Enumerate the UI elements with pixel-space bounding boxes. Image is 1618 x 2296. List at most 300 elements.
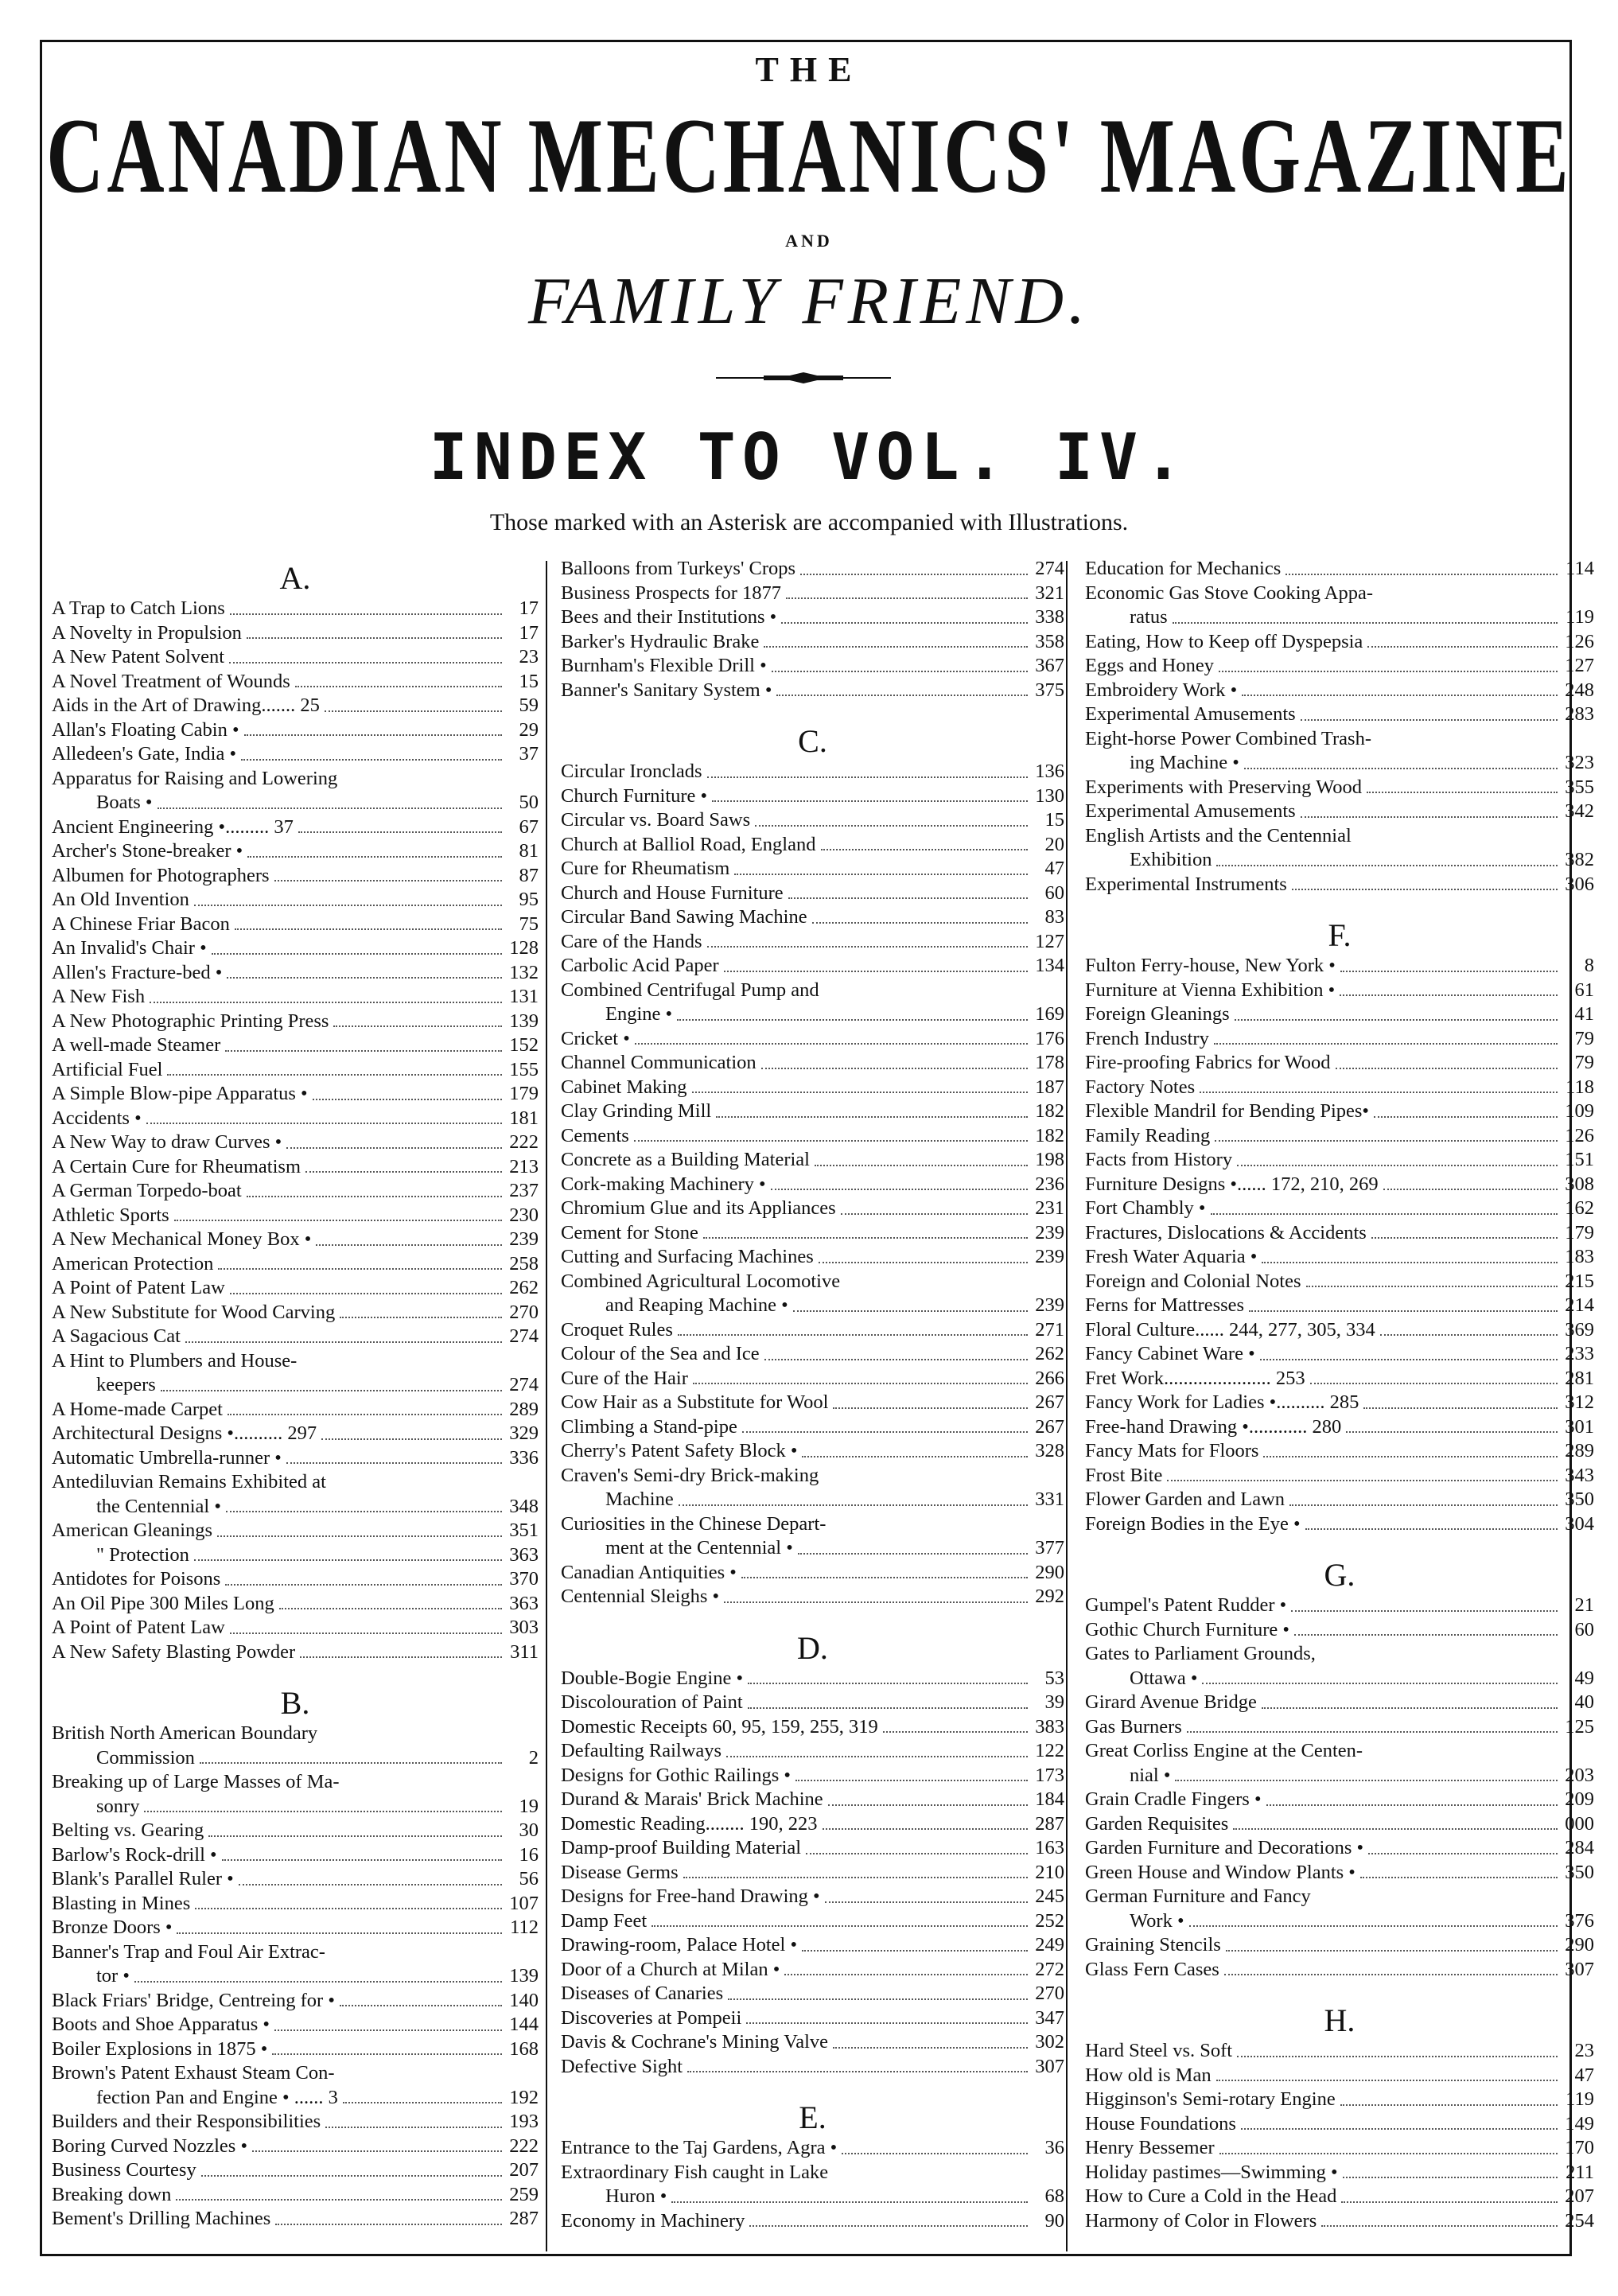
dot-leader [146, 1123, 502, 1124]
entry-title: Allan's Floating Cabin • [52, 718, 239, 741]
entry-page: 311 [510, 1640, 539, 1663]
entry-page: 50 [519, 792, 539, 813]
index-entry [1085, 1270, 1594, 1294]
section-letter: F. [1328, 917, 1352, 953]
entry-title: Experimental Instruments [1085, 873, 1287, 895]
entry-title: Gates to Parliament Grounds, [1085, 1643, 1316, 1664]
entry-title: A New Safety Blasting Powder [52, 1640, 296, 1663]
entry-page: 239 [1035, 1294, 1064, 1316]
entry-page: 30 [519, 1819, 539, 1841]
index-entry [1085, 2209, 1594, 2234]
entry-page: 198 [1035, 1149, 1064, 1170]
entry-title: Garden Furniture and Decorations • [1085, 1837, 1364, 1858]
index-entry [52, 2110, 539, 2135]
dot-leader [883, 1731, 1028, 1733]
index-entry [561, 1076, 1064, 1100]
dot-leader [671, 2201, 1028, 2203]
entry-page: 375 [1035, 679, 1064, 701]
section-gap [561, 1609, 1064, 1627]
entry-title: A New Way to draw Curves • [52, 1131, 282, 1153]
index-entry [1085, 1318, 1594, 1343]
dot-leader [1383, 1189, 1558, 1190]
entry-title: Cure of the Hair [561, 1367, 688, 1389]
entry-title: Damp-proof Building Material [561, 1837, 802, 1858]
entry-title: Experimental Amusements [1085, 800, 1296, 822]
dot-leader [212, 953, 502, 955]
entry-page: 367 [1035, 655, 1064, 676]
entry-page: 56 [519, 1868, 539, 1889]
index-entry [52, 1179, 539, 1204]
dot-leader [1175, 1780, 1558, 1781]
index-entry [1085, 1294, 1594, 1318]
entry-page: 112 [510, 1917, 539, 1938]
entry-title: Fresh Water Aquaria • [1085, 1246, 1258, 1267]
entry-title: Family Reading [1085, 1124, 1211, 1146]
index-entry [1085, 557, 1594, 582]
entry-title: ratus [1130, 606, 1168, 628]
entry-page: 119 [1565, 2088, 1594, 2110]
dot-leader [321, 1438, 502, 1440]
dot-leader [313, 1099, 502, 1100]
index-entry-continuation [52, 1373, 539, 1398]
entry-page: 75 [519, 913, 539, 935]
index-entry [52, 694, 539, 718]
entry-page: 151 [1565, 1149, 1594, 1170]
entry-page: 350 [1565, 1861, 1594, 1883]
entry-page: 312 [1565, 1391, 1594, 1413]
entry-title: Banner's Trap and Foul Air Extrac- [52, 1940, 325, 1963]
entry-page: 252 [1035, 1909, 1064, 1932]
section-letter: B. [280, 1685, 310, 1721]
index-entry [1085, 1367, 1594, 1391]
dot-leader [247, 856, 502, 858]
index-entry [52, 718, 539, 743]
entry-title: Designs for Free-hand Drawing • [561, 1885, 820, 1907]
dot-leader [635, 1043, 1028, 1045]
entry-page: 290 [1565, 1934, 1594, 1955]
index-entry [561, 833, 1064, 858]
dot-leader [771, 1189, 1028, 1190]
dot-leader [325, 710, 502, 712]
dot-leader [823, 1828, 1028, 1830]
dot-leader [275, 2224, 502, 2225]
entry-title: Eight-horse Power Combined Trash- [1085, 727, 1371, 749]
dot-leader [748, 1683, 1028, 1684]
entry-title: Harmony of Color in Flowers [1085, 2209, 1317, 2232]
index-entry [52, 1940, 539, 1965]
entry-title: Channel Communication [561, 1052, 756, 1073]
entry-page: 338 [1035, 606, 1064, 628]
index-entry [1085, 582, 1594, 606]
entry-page: 306 [1565, 873, 1594, 895]
entry-title: Boiler Explosions in 1875 • [52, 2037, 268, 2060]
entry-title: Cricket • [561, 1027, 630, 1049]
entry-title: French Industry [1085, 1027, 1209, 1049]
dot-leader [793, 1310, 1028, 1312]
section-gap [1085, 1982, 1594, 1999]
dot-leader [1214, 1043, 1558, 1045]
index-entry [52, 1892, 539, 1917]
dot-leader [802, 1456, 1028, 1457]
entry-page: 2 [528, 1746, 539, 1769]
entry-page: 60 [1574, 1618, 1594, 1640]
entry-title: An Invalid's Chair • [52, 937, 207, 959]
entry-page: 127 [1035, 930, 1064, 952]
entry-page: 239 [1035, 1246, 1064, 1267]
dot-leader [340, 1317, 502, 1318]
entry-page: 8 [1584, 955, 1594, 976]
index-column-2 [561, 557, 1064, 2243]
dot-leader [1336, 1068, 1558, 1069]
entry-title: Glass Fern Cases [1085, 1958, 1219, 1980]
index-entry [52, 1349, 539, 1374]
index-entry [561, 605, 1064, 630]
dot-leader [1346, 1431, 1558, 1433]
entry-title: A Hint to Plumbers and House- [52, 1349, 298, 1372]
dot-leader [1219, 671, 1558, 672]
index-columns [52, 557, 1594, 2243]
entry-title: Business Prospects for 1877 [561, 582, 781, 604]
entry-page: 283 [1565, 703, 1594, 725]
entry-title: Garden Requisites [1085, 1812, 1229, 1835]
dot-leader [1235, 1019, 1558, 1021]
index-entry [561, 1512, 1064, 1537]
entry-title: Canadian Antiquities • [561, 1561, 737, 1583]
entry-title: How to Cure a Cold in the Head [1085, 2185, 1337, 2207]
index-entry [1085, 1594, 1594, 1618]
index-entry [52, 1843, 539, 1868]
index-entry [561, 1958, 1064, 1983]
entry-title: Ottawa • [1130, 1667, 1198, 1689]
entry-page: 168 [509, 2037, 539, 2060]
entry-title: English Artists and the Centennial [1085, 824, 1352, 846]
entry-page: 214 [1565, 1294, 1594, 1316]
dot-leader [161, 1390, 502, 1391]
index-entry [561, 979, 1064, 1003]
index-entry [561, 760, 1064, 784]
dot-leader [295, 686, 502, 687]
entry-title: Antidotes for Poisons [52, 1568, 221, 1590]
index-entry [561, 2136, 1064, 2161]
entry-title: Craven's Semi-dry Brick-making [561, 1464, 819, 1486]
dot-leader [1340, 971, 1558, 972]
entry-page: 126 [1565, 1124, 1594, 1146]
entry-title: A German Torpedo-boat [52, 1180, 242, 1201]
index-entry [1085, 1415, 1594, 1440]
index-entry [52, 1325, 539, 1349]
index-entry [1085, 1861, 1594, 1885]
entry-page: 271 [1035, 1318, 1064, 1341]
dot-leader [1374, 1116, 1558, 1118]
index-entry [52, 1819, 539, 1843]
index-entry [1085, 2064, 1594, 2088]
index-entry [52, 1422, 539, 1446]
entry-title: Albumen for Photographers [52, 864, 270, 886]
dot-leader [241, 759, 502, 761]
index-entry [561, 857, 1064, 881]
entry-title: Curiosities in the Chinese Depart- [561, 1512, 827, 1535]
index-entry [561, 1124, 1064, 1149]
entry-page: 107 [509, 1892, 539, 1914]
section-letter: H. [1324, 2002, 1355, 2038]
dot-leader [218, 1268, 502, 1270]
index-entry [52, 1989, 539, 2014]
dot-leader [798, 1553, 1028, 1555]
dot-leader [812, 922, 1028, 924]
dot-leader [692, 1092, 1028, 1093]
entry-title: Commission [96, 1746, 195, 1769]
index-entry [1085, 630, 1594, 655]
index-entry [1085, 2136, 1594, 2161]
entry-title: Furniture at Vienna Exhibition • [1085, 979, 1336, 1001]
index-entry [52, 1130, 539, 1155]
entry-title: How old is Man [1085, 2064, 1212, 2086]
index-entry [561, 1861, 1064, 1885]
entry-title: Brown's Patent Exhaust Steam Con- [52, 2062, 335, 2084]
index-entry [561, 1933, 1064, 1958]
index-entry [561, 1415, 1064, 1440]
dot-leader [195, 1908, 502, 1909]
entry-title: Flower Garden and Lawn [1085, 1489, 1285, 1510]
dot-leader [1219, 2153, 1558, 2154]
index-entry [52, 1519, 539, 1543]
entry-page: 16 [519, 1843, 539, 1866]
index-title: INDEX TO VOL. IV. [429, 420, 1189, 494]
dot-leader [247, 637, 502, 639]
entry-title: Door of a Church at Milan • [561, 1958, 780, 1980]
entry-page: 67 [519, 815, 539, 838]
entry-title: Gumpel's Patent Rudder • [1085, 1594, 1287, 1616]
entry-page: 231 [1035, 1197, 1064, 1219]
dot-leader [274, 880, 502, 881]
dot-leader [788, 897, 1028, 899]
entry-page: 213 [509, 1155, 539, 1177]
dot-leader [272, 2053, 502, 2055]
entry-title: Bees and their Institutions • [561, 606, 777, 628]
entry-page: 210 [1035, 1861, 1064, 1883]
index-entry [52, 597, 539, 621]
dot-leader [786, 597, 1028, 599]
entry-title: A Certain Cure for Rheumatism [52, 1155, 301, 1177]
dot-leader [244, 734, 502, 736]
dot-leader [298, 831, 502, 833]
entry-title: ment at the Centennial • [605, 1537, 793, 1559]
entry-title: Durand & Marais' Brick Machine [561, 1788, 823, 1810]
dot-leader [703, 1237, 1028, 1239]
entry-title: Archer's Stone-breaker • [52, 840, 243, 862]
index-entry [52, 2037, 539, 2062]
dot-leader [716, 1116, 1028, 1118]
entry-page: 307 [1565, 1958, 1594, 1980]
entry-page: 17 [519, 597, 539, 619]
entry-page: 348 [509, 1495, 539, 1517]
index-entry [1085, 2185, 1594, 2209]
entry-page: 155 [509, 1058, 539, 1080]
dot-leader [784, 1974, 1028, 1975]
dot-leader [693, 1383, 1028, 1384]
entry-title: Banner's Sanitary System • [561, 679, 772, 701]
dot-leader [208, 1835, 502, 1837]
entry-page: 125 [1565, 1715, 1594, 1738]
entry-title: Great Corliss Engine at the Centen- [1085, 1740, 1363, 1761]
index-entry [561, 1342, 1064, 1367]
dot-leader [841, 1213, 1028, 1215]
index-entry [52, 2183, 539, 2208]
dot-leader [1173, 622, 1558, 624]
entry-page: 61 [1574, 979, 1594, 1001]
entry-title: Damp Feet [561, 1909, 648, 1932]
index-entry [561, 1667, 1064, 1691]
dot-leader [176, 2199, 502, 2201]
entry-page: 342 [1565, 800, 1594, 822]
entry-title: Apparatus for Raising and Lowering [52, 767, 338, 789]
entry-title: Aids in the Art of Drawing....... 25 [52, 695, 320, 716]
entry-page: 81 [519, 840, 539, 862]
dot-leader [1305, 1528, 1558, 1530]
index-entry [1085, 1027, 1594, 1052]
index-entry [52, 1082, 539, 1107]
entry-title: Ferns for Mattresses [1085, 1294, 1245, 1316]
asterisk-note: Those marked with an Asterisk are accompanied with Illustrations. [489, 509, 1129, 535]
entry-title: Belting vs. Gearing [52, 1819, 204, 1841]
dot-leader [1321, 2225, 1558, 2227]
dot-leader [1262, 1707, 1558, 1709]
dot-leader [776, 695, 1028, 696]
entry-title: Drawing-room, Palace Hotel • [561, 1934, 798, 1955]
index-entry [561, 930, 1064, 955]
index-entry [561, 1051, 1064, 1076]
index-entry [1085, 1197, 1594, 1221]
dot-leader [1187, 1731, 1558, 1733]
entry-page: 126 [1565, 630, 1594, 652]
entry-page: 114 [1565, 558, 1594, 579]
index-entry-continuation [1085, 1667, 1594, 1691]
entry-title: Double-Bogie Engine • [561, 1667, 744, 1689]
entry-title: Fulton Ferry-house, New York • [1085, 955, 1336, 976]
entry-title: Domestic Receipts 60, 95, 159, 255, 319 [561, 1715, 878, 1738]
index-entry [52, 985, 539, 1010]
entry-title: Fort Chambly • [1085, 1197, 1206, 1219]
index-entry [1085, 1099, 1594, 1124]
entry-title: Embroidery Work • [1085, 679, 1238, 701]
index-entry [1085, 1464, 1594, 1489]
entry-title: American Gleanings [52, 1520, 213, 1541]
dot-leader [764, 646, 1028, 648]
dot-leader [726, 1756, 1028, 1757]
entry-page: 29 [519, 718, 539, 741]
dot-leader [1224, 1974, 1558, 1975]
entry-page: 182 [1035, 1124, 1064, 1146]
index-entry-continuation [52, 1495, 539, 1520]
entry-page: 274 [1035, 558, 1064, 579]
entry-page: 182 [1035, 1100, 1064, 1122]
dot-leader [1291, 1610, 1558, 1612]
index-entry [1085, 1812, 1594, 1837]
section-letter: G. [1324, 1557, 1355, 1593]
entry-title: Fire-proofing Fabrics for Wood [1085, 1052, 1331, 1073]
entry-page: 267 [1035, 1391, 1064, 1413]
dot-leader [333, 1025, 502, 1027]
dot-leader [764, 1359, 1028, 1360]
index-entry [52, 742, 539, 767]
entry-page: 192 [509, 2086, 539, 2108]
entry-page: 289 [509, 1398, 539, 1420]
entry-page: 289 [1565, 1440, 1594, 1461]
entry-title: Boring Curved Nozzles • [52, 2135, 248, 2157]
dot-leader [1363, 1407, 1558, 1409]
entry-page: 49 [1574, 1667, 1594, 1689]
entry-title: Defaulting Railways [561, 1740, 722, 1761]
entry-title: Blank's Parallel Ruler • [52, 1868, 234, 1889]
entry-page: 119 [1565, 606, 1594, 628]
index-entry [561, 881, 1064, 906]
entry-page: 130 [1035, 784, 1064, 807]
entry-page: 183 [1565, 1246, 1594, 1267]
entry-page: 20 [1044, 833, 1064, 855]
entry-page: 370 [509, 1568, 539, 1590]
dot-leader [1340, 2104, 1558, 2106]
entry-title: Flexible Mandril for Bending Pipes• [1085, 1100, 1369, 1122]
entry-page: 321 [1035, 582, 1064, 604]
index-entry-continuation [52, 1964, 539, 1989]
index-entry [561, 2006, 1064, 2031]
entry-title: Davis & Cochrane's Mining Valve [561, 2031, 829, 2053]
dot-leader [651, 1925, 1028, 1927]
index-entry [1085, 702, 1594, 727]
index-entry [1085, 1391, 1594, 1415]
entry-page: 230 [509, 1204, 539, 1226]
entry-page: 184 [1035, 1788, 1064, 1810]
entry-page: 136 [1035, 761, 1064, 782]
entry-title: Circular Band Sawing Machine [561, 906, 807, 928]
index-entry [52, 1058, 539, 1083]
entry-page: 249 [1035, 1934, 1064, 1955]
dot-leader [167, 1074, 502, 1076]
entry-page: 40 [1574, 1691, 1594, 1713]
dot-leader [286, 1462, 502, 1464]
entry-title: Girard Avenue Bridge [1085, 1691, 1257, 1713]
dot-leader [1249, 1310, 1558, 1312]
dot-leader [286, 1147, 502, 1149]
entry-page: 23 [519, 646, 539, 667]
entry-title: Facts from History [1085, 1149, 1233, 1170]
entry-title: Care of the Hands [561, 930, 702, 952]
entry-page: 245 [1035, 1885, 1064, 1907]
entry-page: 122 [1035, 1740, 1064, 1761]
dot-leader [174, 1220, 502, 1221]
entry-page: 303 [509, 1617, 539, 1638]
entry-title: Fancy Cabinet Ware • [1085, 1343, 1255, 1364]
dot-leader [734, 874, 1028, 875]
entry-title: Cabinet Making [561, 1076, 687, 1098]
dot-leader [158, 807, 502, 809]
entry-title: sonry [96, 1795, 140, 1817]
dot-leader [144, 1811, 502, 1812]
dot-leader [325, 2127, 502, 2128]
entry-page: 383 [1035, 1715, 1064, 1738]
index-entry [1085, 727, 1594, 752]
index-entry [52, 1010, 539, 1034]
entry-page: 179 [509, 1083, 539, 1104]
entry-title: Foreign Gleanings [1085, 1003, 1230, 1025]
dot-leader [177, 1932, 502, 1934]
entry-title: Domestic Reading........ 190, 223 [561, 1812, 818, 1835]
index-entry [1085, 2112, 1594, 2137]
index-entry [1085, 1642, 1594, 1667]
dot-leader [274, 2029, 502, 2031]
entry-title: Alledeen's Gate, India • [52, 743, 237, 765]
entry-title: Allen's Fracture-bed • [52, 961, 223, 983]
